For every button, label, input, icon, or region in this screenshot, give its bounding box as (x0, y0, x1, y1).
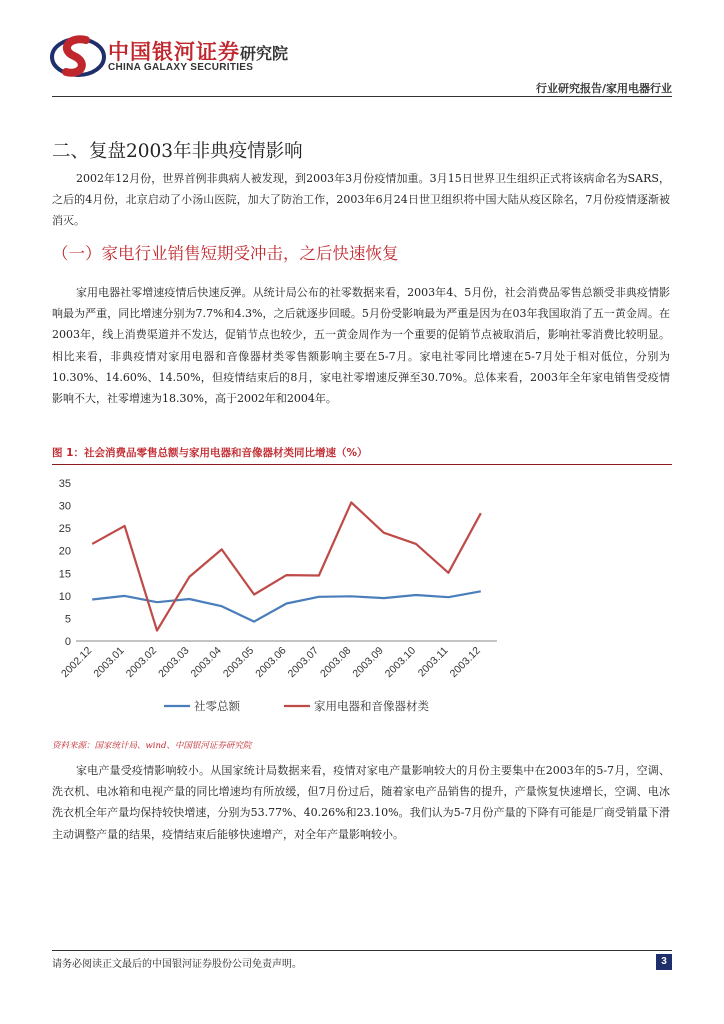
y-tick-label: 35 (58, 478, 71, 490)
x-tick-label: 2003.01 (91, 644, 127, 680)
brand-name-en: CHINA GALAXY SECURITIES (108, 62, 254, 73)
report-type: 行业研究报告/家用电器行业 (535, 82, 672, 95)
x-tick-label: 2003.03 (156, 644, 192, 680)
line-chart (52, 470, 672, 735)
header-divider (52, 96, 672, 97)
x-tick-label: 2003.06 (253, 644, 289, 680)
series-line (92, 502, 481, 630)
company-logo (48, 30, 108, 80)
y-tick-label: 20 (58, 545, 71, 558)
legend-label: 家用电器和音像器材类 (314, 701, 429, 713)
x-tick-label: 2003.05 (220, 644, 257, 680)
x-tick-label: 2003.08 (318, 644, 354, 680)
figure-caption: 图 1：社会消费品零售总额与家用电器和音像器材类同比增速（%） (52, 447, 368, 459)
section-title: 二、复盘2003年非典疫情影响 (52, 141, 303, 162)
subsection-title: （一）家电行业销售短期受冲击，之后快速恢复 (52, 244, 399, 263)
paragraph-3: 家电产量受疫情影响较小。从国家统计局数据来看，疫情对家电产量影响较大的月份主要集中在2003年的5-7月，空调、洗衣机、电冰箱和电视产量的同比增速均有所放缓，但7月份过后，随着家电产品销售的提升，产量恢复快速增长，空调、电冰洗衣机全年产量均保持较快增速，分别为53.77%、40.26%和23.10%。我们认为5-7月份产量的下降有可能是厂商受销量下滑主动调整产量的结果，疫情结束后能够快速增产，对全年产量影响较小。 (52, 764, 670, 841)
x-tick-label: 2003.02 (123, 644, 160, 680)
figure-divider (52, 464, 672, 465)
y-tick-label: 15 (58, 568, 71, 581)
x-tick-label: 2003.12 (447, 644, 483, 680)
figure-source: 资料来源：国家统计局、wind、中国银河证券研究院 (52, 741, 252, 751)
y-tick-label: 5 (64, 613, 71, 626)
brand-name-cn: 中国银河证券 (108, 40, 240, 64)
paragraph-1: 2002年12月份，世界首例非典病人被发现，到2003年3月份疫情加重。3月15日世界卫生组织正式将该病命名为SARS，之后的4月份，北京启动了小汤山医院，加大了防治工作，2003年6月24日世卫组织将中国大陆从疫区除名，7月份疫情逐渐被消灭。 (52, 172, 670, 228)
x-tick-label: 2003.07 (285, 644, 322, 680)
y-tick-label: 10 (58, 590, 71, 603)
y-tick-label: 0 (64, 636, 71, 648)
page-number: 3 (656, 954, 672, 970)
x-tick-label: 2003.04 (188, 644, 224, 680)
institute-label: 研究院 (240, 44, 289, 63)
legend-label: 社零总额 (194, 701, 240, 713)
x-tick-label: 2003.11 (415, 644, 451, 680)
x-tick-label: 2002.12 (58, 644, 95, 680)
footer-divider (52, 950, 672, 951)
paragraph-2: 家用电器社零增速疫情后快速反弹。从统计局公布的社零数据来看，2003年4、5月份，社会消费品零售总额受非典疫情影响最为严重，同比增速分别为7.7%和4.3%，之后就逐步回暖。5月份受影响最为严重是因为在03年我国取消了五一黄金周。在2003年，线上消费渠道并不发达，促销节点也较少，五一黄金周作为一个重要的促销节点被取消后，影响社零消费比较明显。相比来看，非典疫情对家用电器和音像器材类零售额影响主要在5-7月。家电社零同比增速在5-7月处于相对低位，分别为10.30%、14.60%、14.50%，但疫情结束后的8月，家电社零增速反弹至30.70%。总体来看，2003年全年家电销售受疫情影响不大，社零增速为18.30%，高于2002年和2004年。 (52, 286, 670, 406)
disclaimer-note: 请务必阅读正文最后的中国银河证券股份公司免责声明。 (52, 959, 302, 970)
x-tick-label: 2003.10 (382, 644, 419, 680)
y-tick-label: 25 (58, 523, 71, 536)
x-tick-label: 2003.09 (350, 644, 386, 680)
y-tick-label: 30 (58, 500, 71, 513)
